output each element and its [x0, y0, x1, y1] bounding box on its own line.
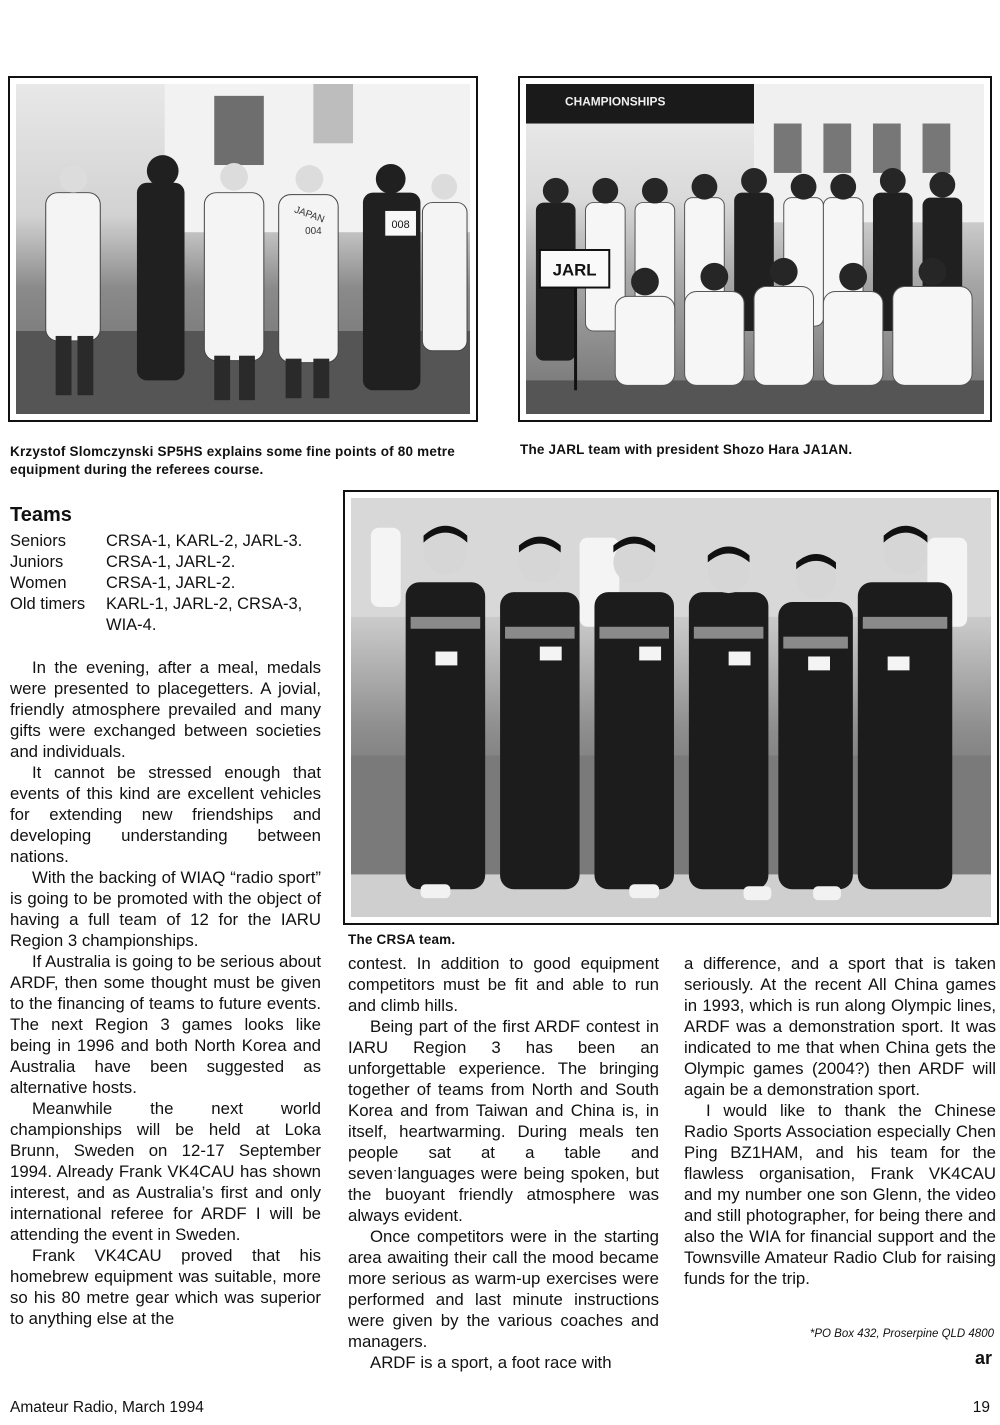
teams-heading: Teams — [10, 504, 72, 526]
article-paragraph: ARDF is a sport, a foot race with — [370, 1353, 612, 1372]
teams-results-table — [10, 531, 302, 636]
jarl-team-photo — [518, 76, 992, 422]
team-category: Seniors — [10, 532, 66, 550]
team-result: CRSA-1, JARL-2. — [106, 553, 236, 571]
referees-photo-scene — [16, 84, 470, 414]
article-paragraph: a difference, and a sport that is taken seriously. At the recent All China games in 1993, which is run along Olympic lines, ARDF was a demonstration sport. It was indicated to me that when China gets the Olympic games (2004?) then ARDF will again be a demonstration sport. — [684, 954, 996, 1099]
article-paragraph: It cannot be stressed enough that events of this kind are excellent vehicles for extending new friendships and developing understanding between nations. — [10, 763, 321, 866]
banner-text: CHAMPIONSHIPS — [565, 94, 666, 109]
jacket-text: JAPAN — [292, 204, 326, 226]
teams-row — [10, 552, 302, 573]
team-category: Juniors — [10, 553, 64, 571]
article-column-3 — [684, 953, 996, 1289]
team-result: KARL-1, JARL-2, CRSA-3, — [106, 595, 303, 613]
teams-row — [10, 531, 302, 552]
teams-row — [10, 615, 302, 636]
team-result: CRSA-1, KARL-2, JARL-3. — [106, 532, 303, 550]
article-paragraph: If Australia is going to be serious about ARDF, then some thought must be given to the financing of teams to future events. The next Region 3 games looks like being in 1996 and both North Korea and Australia have been suggested as alternative hosts. — [10, 952, 321, 1097]
article-paragraph: I would like to thank the Chinese Radio Sports Association especially Chen Ping BZ1HAM, and his team for the flawless organisation, Frank VK4CAU and my number one son Glenn, the video and still photographer, for being there and also the WIA for financial support and the Townsville Amateur Radio Club for raising funds for the trip. — [684, 1101, 996, 1288]
crsa-photo-caption: The CRSA team. — [348, 932, 456, 947]
article-paragraph: Meanwhile the next world championships will be held at Loka Brunn, Sweden on 12-17 September 1994. Already Frank VK4CAU has shown interest, and as Australia’s first and only international referee for ARDF I will be attending the event in Sweden. — [10, 1099, 321, 1244]
team-result: CRSA-1, JARL-2. — [106, 574, 236, 592]
article-paragraph: contest. In addition to good equipment competitors must be fit and able to run and climb hills. — [348, 954, 659, 1015]
end-mark: ar — [974, 1348, 992, 1368]
team-category: Old timers — [10, 595, 86, 613]
referees-course-photo — [8, 76, 478, 422]
article-paragraph: Being part of the first ARDF contest in IARU Region 3 has been an unforgettable experience. The bringing together of teams from North and South Korea and from Taiwan and China is, in itself, heartwarming. During meals ten people sat at a table and sevenˑlanguages were being spoken, but the buoyant friendly atmosphere was always evident. — [348, 1017, 659, 1225]
team-result: WIA-4. — [106, 616, 157, 634]
jarl-photo-scene — [526, 84, 984, 414]
article-column-2 — [348, 953, 659, 1373]
footer-publication: Amateur Radio, March 1994 — [10, 1399, 204, 1416]
article-column-1 — [10, 657, 321, 1329]
crsa-team-photo — [343, 490, 999, 925]
teams-row — [10, 594, 302, 615]
article-paragraph: In the evening, after a meal, medals were presented to placegetters. A jovial, friendly atmosphere prevailed and many gifts were exchanged between societies and individuals. — [10, 658, 321, 761]
article-paragraph: Once competitors were in the starting area awaiting their call the mood became more serious as warm-up exercises were performed and last minute instructions were given by the various coaches and managers. — [348, 1227, 659, 1351]
jarl-photo-caption: The JARL team with president Shozo Hara JA1AN. — [520, 442, 853, 457]
article-paragraph: Frank VK4CAU proved that his homebrew equipment was suitable, more so his 80 metre gear which was superior to anything else at the — [10, 1246, 321, 1328]
article-paragraph: With the backing of WIAQ “radio sport” is going to be promoted with the object of having a full team of 12 for the IARU Region 3 championships. — [10, 868, 321, 950]
jacket-number: 004 — [305, 226, 322, 238]
page-number: 19 — [972, 1399, 990, 1416]
team-category — [10, 615, 106, 636]
crsa-photo-scene — [351, 498, 991, 917]
bib-number: 008 — [391, 219, 410, 232]
jarl-sign-text: JARL — [552, 260, 597, 280]
referees-photo-caption: Krzystof Slomczynski SP5HS explains some fine points of 80 metre equipment during the referees course. — [10, 444, 455, 477]
author-address: *PO Box 432, Proserpine QLD 4800 — [809, 1328, 994, 1340]
teams-row — [10, 573, 302, 594]
team-category: Women — [10, 574, 67, 592]
